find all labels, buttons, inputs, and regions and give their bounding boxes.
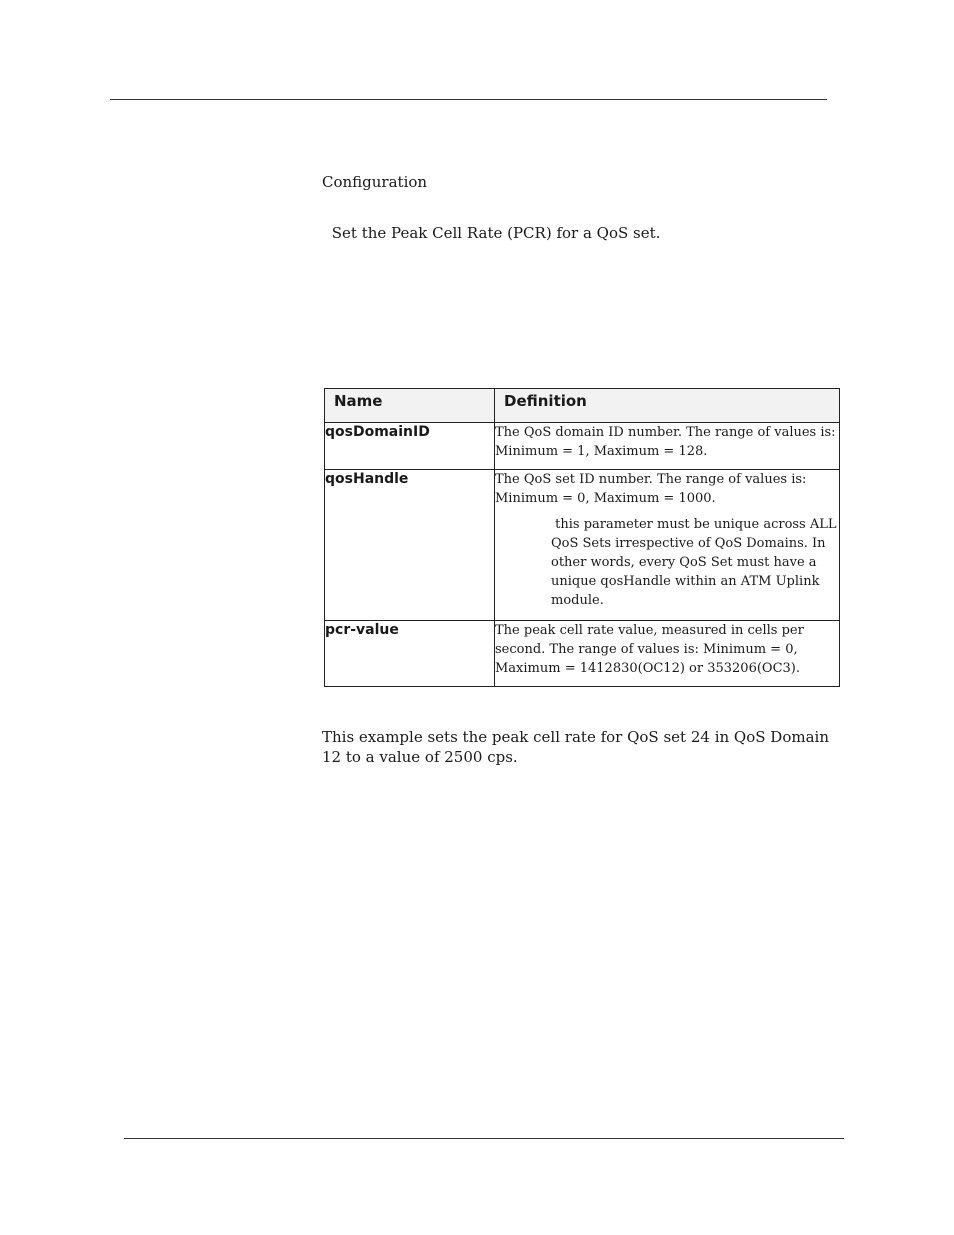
column-header-definition: Definition xyxy=(495,389,840,423)
table-header-row xyxy=(325,389,840,423)
definition-text: The QoS domain ID number. The range of values is: Minimum = 1, Maximum = 128. xyxy=(495,425,836,459)
parameter-name: qosDomainID xyxy=(325,423,495,470)
command-description: Set the Peak Cell Rate (PCR) for a QoS set. xyxy=(327,224,661,242)
table-row xyxy=(325,423,840,470)
footer-rule xyxy=(124,1138,844,1139)
parameter-name: pcr-value xyxy=(325,621,495,687)
table-row xyxy=(325,621,840,687)
parameter-table xyxy=(324,388,840,687)
table-row xyxy=(325,470,840,621)
parameter-definition xyxy=(495,470,840,621)
command-mode-value: Configuration xyxy=(322,173,428,191)
parameter-definition xyxy=(495,423,840,470)
note-text: this parameter must be unique across ALL QoS Sets irrespective of QoS Domains. In other words, every QoS Set must have a unique qosHandle within an ATM Uplink module. xyxy=(551,517,841,608)
parameter-definition xyxy=(495,621,840,687)
definition-text: The QoS set ID number. The range of values is: Minimum = 0, Maximum = 1000. xyxy=(495,472,807,506)
definition-text: The peak cell rate value, measured in cells per second. The range of values is: Minimum = 0, Maximum = 1412830(OC12) or 353206(OC3). xyxy=(495,623,804,676)
column-header-name: Name xyxy=(325,389,495,423)
parameter-note xyxy=(495,515,839,610)
example-description: This example sets the peak cell rate for QoS set 24 in QoS Domain 12 to a value of 2500 cps. xyxy=(322,728,829,766)
parameter-name: qosHandle xyxy=(325,470,495,621)
header-rule xyxy=(110,99,827,100)
